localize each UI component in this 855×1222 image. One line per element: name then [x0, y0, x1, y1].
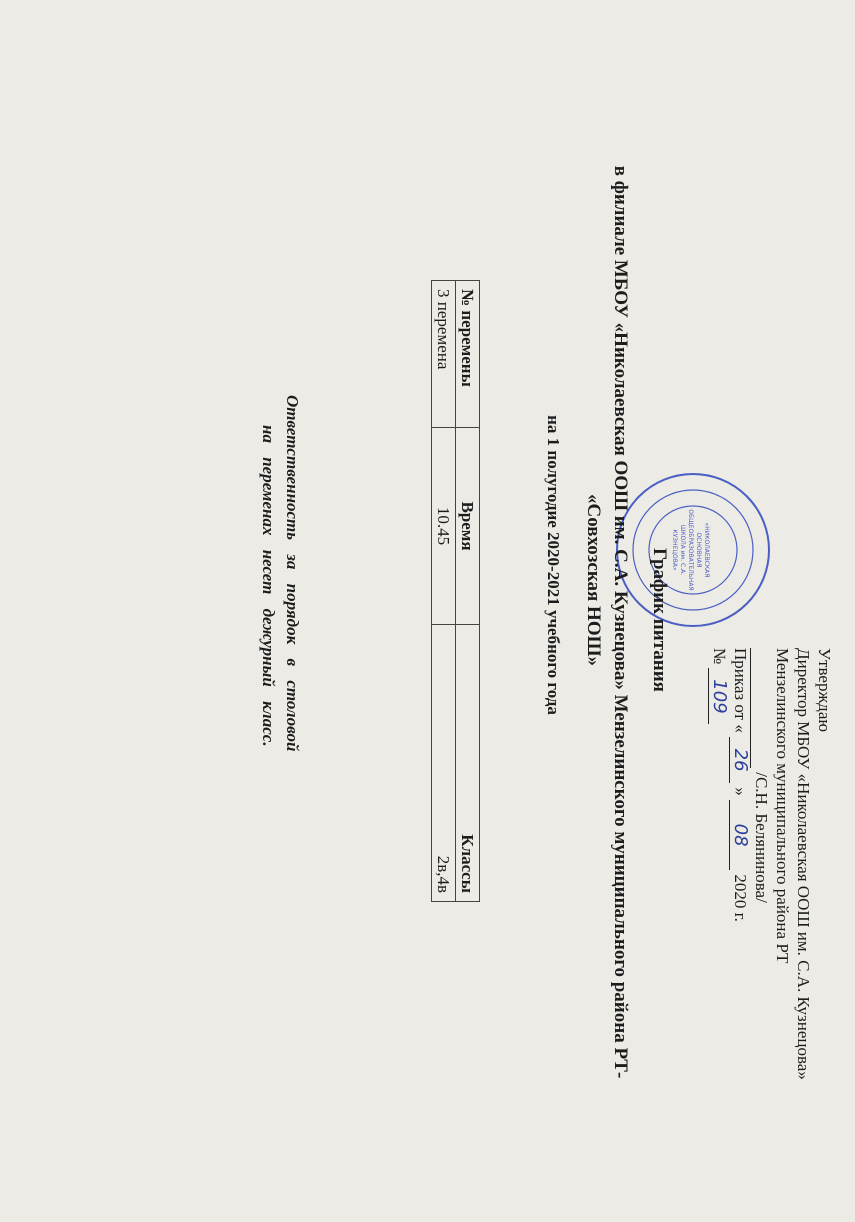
order-date-prefix: Приказ от «	[731, 648, 750, 733]
order-date-year: 2020 г.	[731, 874, 750, 922]
document-title: График питания	[649, 548, 670, 692]
approval-order-number	[709, 648, 730, 1080]
approval-line-3: Мензелинского муниципального района РТ	[773, 648, 792, 964]
table-header-row	[456, 281, 480, 902]
director-signature	[750, 648, 772, 768]
cell-time: 10.45	[432, 428, 456, 625]
order-date-mid: »	[731, 787, 750, 796]
header-classes: Классы	[456, 625, 480, 902]
approval-line-2: Директор МБОУ «Николаевская ООШ им. С.А. Кузнецова»	[794, 648, 813, 1080]
heading-line-4: на 1 полугодие 2020-2021 учебного года	[544, 415, 563, 715]
heading-line-3: «Совхозская НОШ»	[583, 494, 604, 666]
approval-order-date	[730, 648, 751, 1080]
approval-line-1: Утверждаю	[815, 648, 834, 733]
svg-text:КУЗНЕЦОВА»: КУЗНЕЦОВА»	[671, 529, 678, 571]
cell-break: 3 перемена	[432, 281, 456, 428]
approval-signature-line	[751, 648, 772, 1080]
order-date-month: 08	[729, 800, 751, 870]
responsibility-note-line-1: Ответственность за порядок в столовой	[283, 395, 302, 752]
table-row	[432, 281, 456, 902]
order-date-day: 26	[729, 737, 751, 783]
order-number: 109	[708, 668, 730, 724]
signature-name: /С.Н. Белянинова/	[752, 772, 771, 903]
order-number-prefix: №	[710, 648, 729, 665]
svg-text:«НИКОЛАЕВСКАЯ: «НИКОЛАЕВСКАЯ	[703, 522, 710, 578]
approval-block	[709, 648, 835, 1080]
header-time: Время	[456, 428, 480, 625]
cell-classes: 2в,4в	[432, 625, 456, 902]
responsibility-note-line-2: на переменах несет дежурный класс.	[259, 425, 278, 747]
svg-text:ОБЩЕОБРАЗОВАТЕЛЬНАЯ: ОБЩЕОБРАЗОВАТЕЛЬНАЯ	[687, 509, 694, 591]
schedule-table	[431, 280, 480, 902]
svg-text:ОСНОВНАЯ: ОСНОВНАЯ	[695, 532, 702, 568]
svg-text:ШКОЛА им. С.А.: ШКОЛА им. С.А.	[679, 524, 686, 576]
heading-line-2: в филиале МБОУ «Николаевская ООШ им. С.А. Кузнецова» Мензелинского муниципального района РТ-	[610, 165, 631, 1079]
school-seal	[613, 470, 773, 630]
header-break-number: № перемены	[456, 281, 480, 428]
